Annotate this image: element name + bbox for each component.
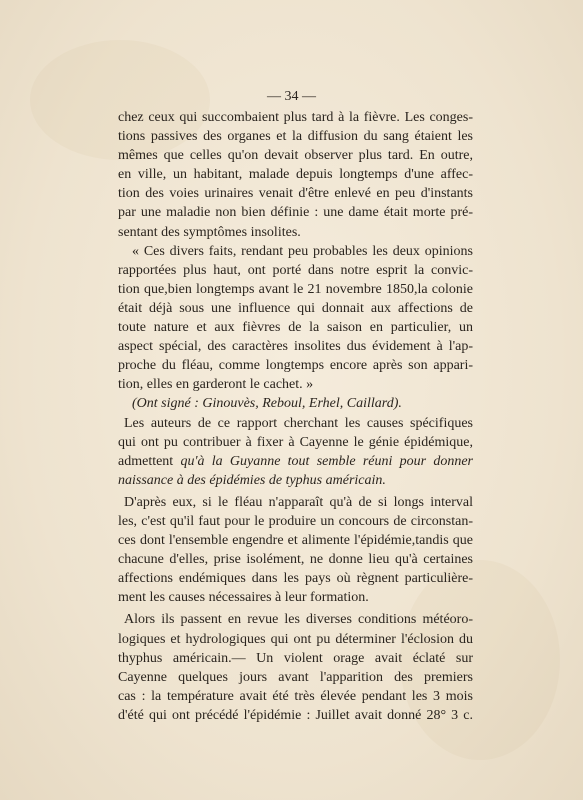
text-line: affections endémiques dans les pays où règnent particulière- [118,571,473,587]
text-line: sentant des symptômes insolites. [118,224,301,240]
text-line: ment les causes nécessaires à leur formation. [118,590,369,606]
italic-text: qu'à la Guyanne tout semble réuni pour donner [180,453,473,469]
text-line: logiques et hydrologiques qui ont pu déterminer l'éclosion du [118,631,473,647]
text-line: par une maladie non bien définie : une dame était morte pré- [118,205,473,221]
text-line: chez ceux qui succombaient plus tard à la fièvre. Les conges- [118,110,473,125]
paragraph [118,414,473,490]
paragraph-quotation [118,242,473,395]
text-line: les, c'est qu'il faut pour le produire un concours de circonstan- [118,513,473,529]
text-line: tion, elles en garderont le cachet. » [118,377,314,393]
body-text [118,108,473,725]
text-line: était déjà sous une influence qui donnait aux affections de [118,300,473,316]
text-line: d'été qui ont précédé l'épidémie : Juillet avait donné 28° 3 c. [118,707,473,723]
text-line: ces dont l'ensemble engendre et alimente l'épidémie,tandis que [118,533,473,549]
text-line: rapportées plus haut, ont porté dans notre esprit la convic- [118,262,473,278]
paragraph [118,108,473,242]
paragraph [118,610,473,725]
text-line: Alors ils passent en revue les diverses conditions météoro- [124,612,473,628]
text-line: mêmes que celles qu'on devait observer plus tard. En outre, [118,148,473,164]
text-line: tions passives des organes et la diffusion du sang étaient les [118,129,473,145]
signature-line: (Ont signé : Ginouvès, Reboul, Erhel, Caillard). [132,396,402,412]
text-line: chacune d'elles, prise isolément, ne donne lieu qu'à certaines [118,552,473,568]
text-line: aspect spécial, des caractères insolites dus évidement à l'ap- [118,339,473,355]
page-number: — 34 — [267,89,316,104]
text-line: cas : la température avait été très élevée pendant les 3 mois [118,688,473,704]
text-line-mixed [118,452,473,471]
text-line: tion que,bien longtemps avant le 21 novembre 1850,la colonie [118,281,473,297]
text-line: Cayenne quelques jours avant l'apparition des premiers [118,669,473,685]
text-line: proche du fléau, comme longtemps encore après son appari- [118,358,473,374]
signature-block [118,394,473,413]
text-line-italic: naissance à des épidémies de typhus américain. [118,472,386,488]
text-line: tion des voies urinaires venait d'être enlevé en peu d'instants [118,186,473,202]
text-line: « Ces divers faits, rendant peu probables les deux opinions [132,243,473,259]
text-line: thyphus américain.— Un violent orage avait éclaté sur [118,650,473,666]
text-line: qui ont pu contribuer à fixer à Cayenne le génie épidémique, [118,434,473,450]
text-line: D'après eux, si le fléau n'apparaît qu'à de si longs interval [124,494,473,510]
paragraph [118,493,473,608]
text-line: en ville, un habitant, malade depuis longtemps d'une affec- [118,167,473,183]
text-line: Les auteurs de ce rapport cherchant les causes spécifiques [124,415,473,431]
text-line: toute nature et aux fièvres de la saison en particulier, un [118,320,473,336]
roman-text: admettent [118,453,181,469]
